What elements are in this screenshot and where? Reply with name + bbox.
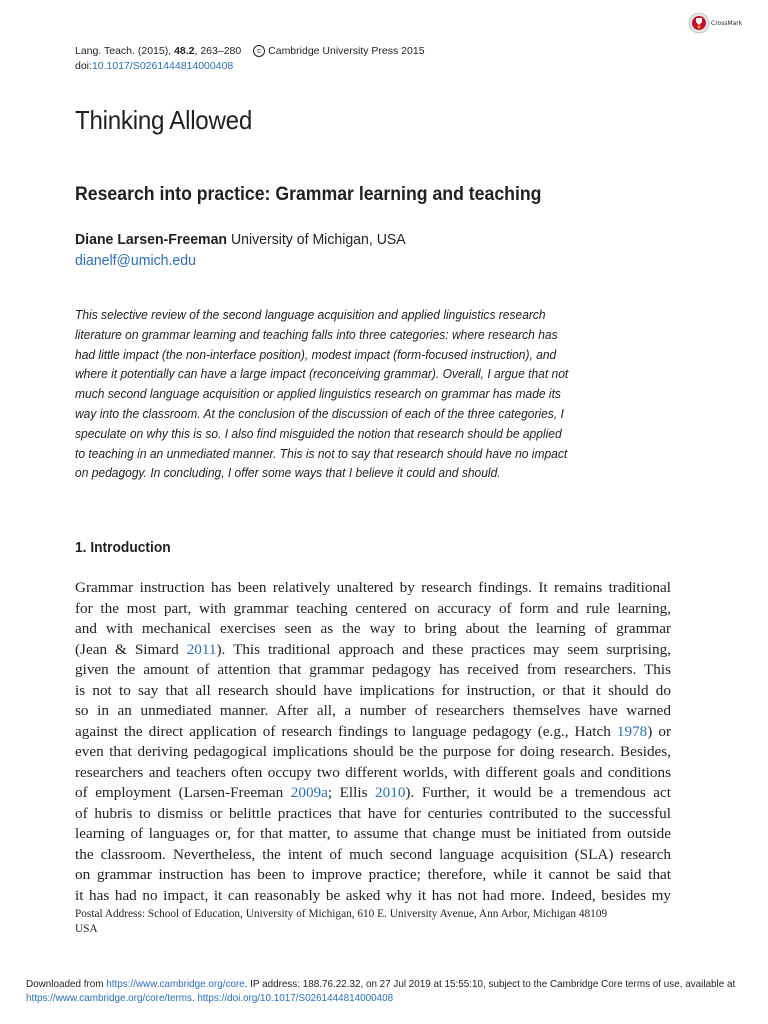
introduction-heading: 1. Introduction [75, 540, 171, 556]
body-line [75, 640, 671, 661]
citation-link[interactable]: 2010 [375, 784, 406, 801]
doi-link[interactable]: 10.1017/S0261444814000408 [91, 59, 234, 72]
download-line-1 [26, 978, 736, 992]
abstract-line: on pedagogy. In concluding, I offer some ways that I believe it could and should. [75, 465, 501, 481]
body-line: is not to say that all research should have implications for instruction, or that it should do [75, 681, 671, 699]
download-notice [26, 978, 746, 1005]
volume-issue: 48.2 [174, 45, 195, 57]
terms-link[interactable]: https://www.cambridge.org/core/terms [26, 992, 192, 1004]
body-line: the classroom. Nevertheless, the intent of much second language acquisition (SLA) research [75, 845, 671, 863]
download-line-2 [26, 992, 717, 1006]
body-line: learning of languages or, for that matter, to assume that change must be initiated from outside [75, 825, 671, 842]
crossmark-badge[interactable] [688, 12, 742, 34]
author-email-link[interactable]: dianelf@umich.edu [75, 252, 196, 269]
abstract-line: where it potentially can have a large impact (reconceiving grammar). Overall, I argue that not [75, 366, 569, 382]
copyright-text: Cambridge University Press 2015 [268, 45, 425, 57]
abstract [75, 305, 615, 483]
doi-label: doi: [75, 59, 92, 72]
download-prefix: Downloaded from [26, 979, 107, 990]
abstract-line: literature on grammar learning and teaching falls into three categories: where research has [75, 326, 558, 342]
introduction-body [75, 578, 671, 906]
doi-line [75, 59, 425, 74]
footnote-line: USA [75, 923, 98, 935]
page-range: , 263–280 [194, 45, 242, 57]
body-line: it has had no impact, it can reasonably be asked why it has not had more. Indeed, besides my [75, 886, 671, 904]
citation-link[interactable]: 2009a [290, 784, 328, 801]
journal-citation: Lang. Teach. (2015), [75, 45, 172, 57]
abstract-line: to teaching in an unmediated manner. This is not to say that research should have no impact [75, 445, 568, 461]
body-text-segment: of employment (Larsen-Freeman [75, 784, 291, 801]
body-line: so in an unmediated manner. After all, a number of researchers themselves have warned [75, 702, 671, 719]
author-name: Diane Larsen-Freeman [75, 231, 228, 248]
download-details: . IP address: 188.76.22.32, on 27 Jul 2019 at 15:55:10, subject to the Cambridge Core terms of use, available at [244, 979, 736, 990]
cambridge-core-link[interactable]: https://www.cambridge.org/core [106, 979, 245, 990]
body-text-segment: ; Ellis [327, 784, 376, 801]
crossmark-label: CrossMark [711, 19, 743, 27]
body-text-segment: ). This traditional approach and these practices may seem surprising, [216, 640, 672, 658]
article-title: Research into practice: Grammar learning and teaching [75, 184, 542, 205]
body-line: Grammar instruction has been relatively unaltered by research findings. It remains traditional [75, 579, 671, 596]
journal-metadata [75, 44, 425, 73]
postal-address-footnote [75, 907, 671, 937]
citation-link[interactable]: 1978 [616, 722, 648, 740]
body-text-segment: ). Further, it would be a tremendous act [405, 784, 671, 801]
citation-link[interactable]: 2011 [186, 640, 217, 658]
abstract-line: way into the classroom. At the conclusion of the discussion of each of the three categories, I [75, 405, 564, 421]
body-line: and with mechanical exercises seen as the way to bring about the learning of grammar [75, 620, 671, 637]
body-line: researchers and teachers often occupy two different worlds, with different goals and conditions [75, 763, 671, 781]
citation-line [75, 44, 425, 59]
body-line [75, 783, 671, 804]
body-line: on grammar instruction has been to improve practice; therefore, while it cannot be said that [75, 866, 671, 883]
copyright-icon: c [253, 45, 265, 57]
link-separator: . [191, 992, 198, 1004]
body-text-segment: ) or [647, 722, 672, 740]
section-heading: Thinking Allowed [75, 105, 253, 135]
body-text-segment: against the direct application of research findings to language pedagogy (e.g., Hatch [75, 722, 617, 740]
abstract-line: This selective review of the second language acquisition and applied linguistics research [75, 307, 546, 322]
body-line: for the most part, with grammar teaching centered on accuracy of form and rule learning, [75, 599, 671, 617]
abstract-line: speculate on why this is so. I also find misguided the notion that research should be applied [75, 425, 562, 441]
author-line [75, 231, 406, 248]
body-line: given the amount of attention that grammar pedagogy has received from researchers. This [75, 661, 671, 678]
body-line [75, 722, 671, 743]
doi-url-link[interactable]: https://doi.org/10.1017/S0261444814000408 [197, 992, 394, 1004]
abstract-line: much second language acquisition or applied linguistics research on grammar has made its [75, 386, 561, 402]
abstract-line: had little impact (the non-interface position), modest impact (form-focused instruction), and [75, 346, 557, 362]
crossmark-icon [688, 12, 710, 34]
body-line: even that deriving pedagogical implications should be the purpose for doing research. Besides, [75, 743, 671, 760]
author-affiliation: University of Michigan, USA [230, 231, 406, 248]
body-text-segment: (Jean & Simard [75, 640, 187, 658]
footnote-line: Postal Address: School of Education, University of Michigan, 610 E. University Avenue, Ann Arbor, Michigan 48109 [75, 908, 608, 920]
body-line: of hubris to dismiss or belittle practices that have for centuries contributed to the successful [75, 804, 671, 822]
